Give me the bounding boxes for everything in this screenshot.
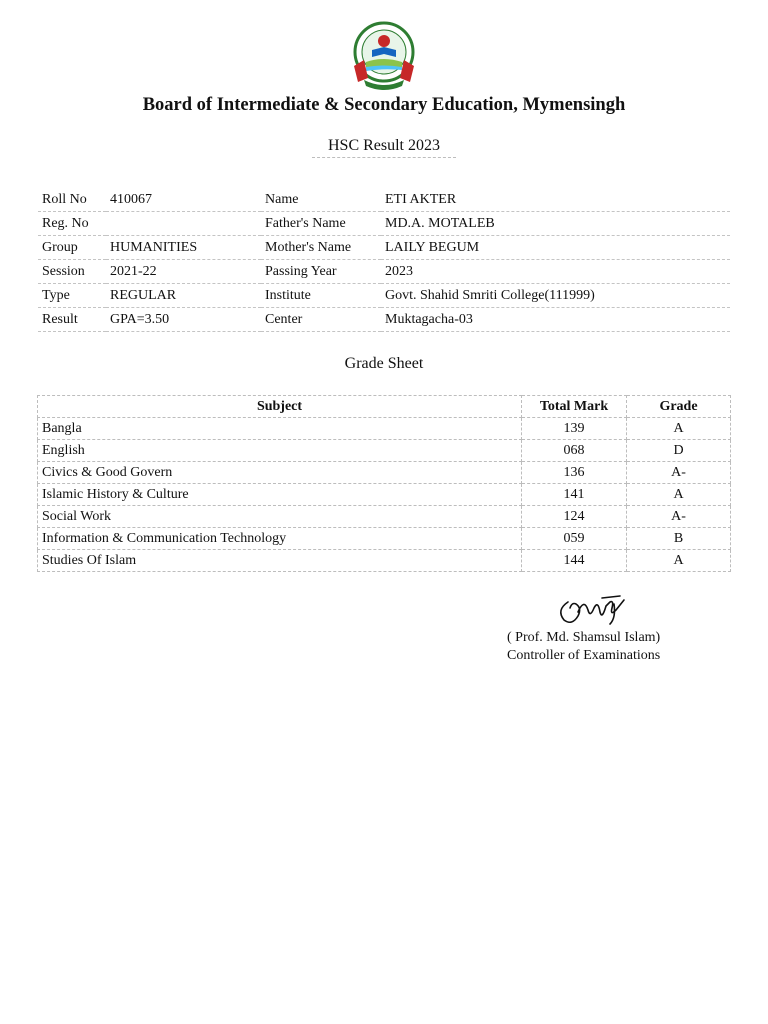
total-mark-cell: 068	[522, 440, 627, 462]
column-header-subject: Subject	[38, 396, 522, 418]
info-row	[38, 308, 730, 332]
grade-sheet-header-row	[38, 396, 731, 418]
info-value: Muktagacha-03	[381, 308, 730, 332]
grade-cell: A-	[627, 506, 731, 528]
info-label: Type	[38, 284, 106, 308]
info-label: Institute	[261, 284, 381, 308]
info-label: Name	[261, 188, 381, 212]
info-label: Roll No	[38, 188, 106, 212]
info-label: Center	[261, 308, 381, 332]
subject-cell: Social Work	[38, 506, 522, 528]
student-info-table	[38, 188, 730, 332]
grade-row	[38, 506, 731, 528]
grade-sheet-heading: Grade Sheet	[344, 355, 424, 372]
info-value: ETI AKTER	[381, 188, 730, 212]
subject-cell: Studies Of Islam	[38, 550, 522, 572]
total-mark-cell: 124	[522, 506, 627, 528]
grade-row	[38, 440, 731, 462]
grade-cell: A-	[627, 462, 731, 484]
grade-cell: B	[627, 528, 731, 550]
info-value: Govt. Shahid Smriti College(111999)	[381, 284, 730, 308]
grade-row	[38, 528, 731, 550]
grade-sheet-table	[37, 395, 731, 572]
board-emblem-icon	[352, 20, 416, 94]
signatory-name: ( Prof. Md. Shamsul Islam)	[507, 630, 661, 645]
info-value: 410067	[106, 188, 261, 212]
info-label: Mother's Name	[261, 236, 381, 260]
grade-row	[38, 462, 731, 484]
info-label: Result	[38, 308, 106, 332]
grade-cell: A	[627, 418, 731, 440]
grade-row	[38, 550, 731, 572]
subject-cell: Civics & Good Govern	[38, 462, 522, 484]
info-value: 2021-22	[106, 260, 261, 284]
grade-cell: A	[627, 484, 731, 506]
info-value: LAILY BEGUM	[381, 236, 730, 260]
info-value: GPA=3.50	[106, 308, 261, 332]
total-mark-cell: 144	[522, 550, 627, 572]
board-name: Board of Intermediate & Secondary Education, Mymensingh	[142, 95, 626, 115]
grade-cell: D	[627, 440, 731, 462]
subject-cell: English	[38, 440, 522, 462]
info-row	[38, 212, 730, 236]
info-row	[38, 188, 730, 212]
column-header-total-mark: Total Mark	[522, 396, 627, 418]
total-mark-cell: 141	[522, 484, 627, 506]
subject-cell: Information & Communication Technology	[38, 528, 522, 550]
column-header-grade: Grade	[627, 396, 731, 418]
total-mark-cell: 059	[522, 528, 627, 550]
result-title: HSC Result 2023	[312, 137, 456, 158]
total-mark-cell: 136	[522, 462, 627, 484]
info-value: MD.A. MOTALEB	[381, 212, 730, 236]
info-row	[38, 284, 730, 308]
info-label: Passing Year	[261, 260, 381, 284]
info-label: Father's Name	[261, 212, 381, 236]
total-mark-cell: 139	[522, 418, 627, 440]
signature-icon	[554, 592, 630, 628]
info-value: REGULAR	[106, 284, 261, 308]
grade-row	[38, 418, 731, 440]
info-row	[38, 236, 730, 260]
info-label: Session	[38, 260, 106, 284]
info-label: Reg. No	[38, 212, 106, 236]
subject-cell: Islamic History & Culture	[38, 484, 522, 506]
grade-cell: A	[627, 550, 731, 572]
info-label: Group	[38, 236, 106, 260]
info-value	[106, 212, 261, 236]
info-value: 2023	[381, 260, 730, 284]
grade-row	[38, 484, 731, 506]
subject-cell: Bangla	[38, 418, 522, 440]
result-title-wrapper	[0, 137, 768, 158]
info-value: HUMANITIES	[106, 236, 261, 260]
info-row	[38, 260, 730, 284]
signatory-title: Controller of Examinations	[507, 648, 661, 663]
